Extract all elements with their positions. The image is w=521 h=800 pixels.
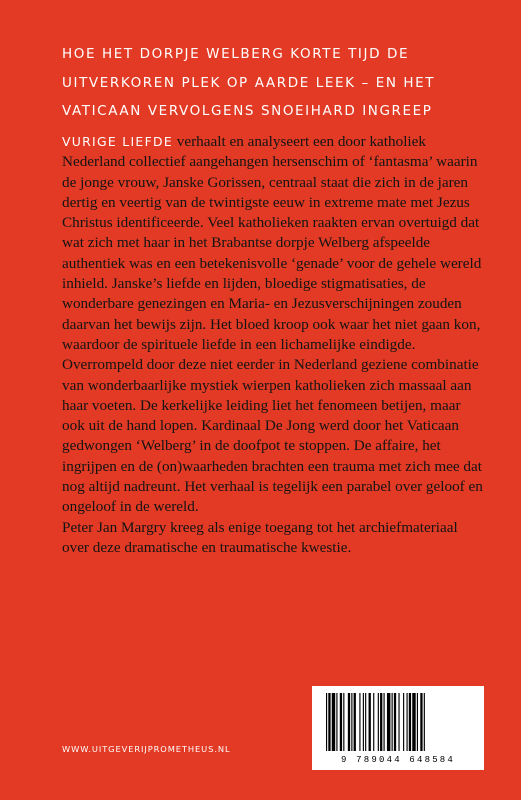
barcode-bar [409,693,411,751]
barcode-bar [354,693,356,751]
barcode-bar [373,693,374,751]
barcode-bar [407,693,408,751]
blurb-paragraph-2: Overrompeld door deze niet eerder in Nederland geziene combinatie van wonderbaarlijke mystiek wierpen katholieken zich massaal aan haar voeten. De kerkelijke leiding liet het fenomeen betijen, maar ook uit de hand lopen. Kardinaal De Jong werd door het Vaticaan gedwongen ‘Welberg’ in de doofpot te stoppen. De affaire, het ingrijpen en de (on)waarheden brachten een trauma met zich mee dat nog altijd nadreunt. Het verhaal is tegelijk een parabel over geloof en ongeloof in de wereld. [62,356,483,516]
blurb [62,132,487,558]
barcode-bar [363,693,364,751]
blurb-paragraph-1 [62,132,487,355]
barcode-bar [365,693,366,751]
isbn-barcode [312,686,484,770]
blurb-paragraph-1-text: verhaalt en analyseert een door katholiek Nederland collectief aangehangen hersenschim of ‘fantasma’ waarin de jonge vrouw, Janske Gorissen, centraal staat die zich in de jaren dertig en veertig van de twintigste eeuw in extreme mate met Jezus Christus identificeerde. Veel katholieken raakten ervan overtuigd dat wat zich met haar in het Brabantse dorpje Welberg afspeelde authentiek was en een betekenisvolle ‘genade’ voor de gehele wereld inhield. Janske’s liefde en lijden, bloedige stigmatisaties, de wonderbare genezingen en Maria- en Jezusverschijningen zouden daarvan het bewijs zijn. Het bloed kroop ook waar het niet gaan kon, waardoor de spirituele liefde in een lichamelijke eindigde. [62,133,482,353]
barcode-bar [380,693,382,751]
barcode-bar [343,693,344,751]
barcode-bar [359,693,360,751]
barcode-bar [420,693,422,751]
barcode-bar [384,693,385,751]
barcode-bar [398,693,399,751]
book-title: VURIGE LIEFDE [62,134,173,149]
barcode-bar [387,693,390,751]
barcode-bar [378,693,379,751]
barcode-bar [336,693,337,751]
barcode-bars [325,693,471,751]
barcode-bar [417,693,418,751]
barcode-bar [348,693,350,751]
barcode-bar [412,693,415,751]
tagline [62,40,482,126]
barcode-bar [326,693,327,751]
publisher-website[interactable]: WWW.UITGEVERIJPROMETHEUS.NL [62,744,231,754]
barcode-bar [394,693,396,751]
tagline-line-3: VATICAAN VERVOLGENS SNOEIHARD INGREEP [62,103,433,119]
blurb-paragraph-3: Peter Jan Margry kreeg als enige toegang tot het archiefmateriaal over deze dramatische en traumatische kwestie. [62,518,458,556]
barcode-bar [328,693,330,751]
tagline-line-2: UITVERKOREN PLEK OP AARDE LEEK – EN HET [62,74,436,91]
tagline-line-1: HOE HET DORPJE WELBERG KORTE TIJD DE [62,46,410,62]
isbn-number: 9 789044 648584 [340,755,455,765]
barcode-bar [340,693,342,751]
barcode-bar [351,693,352,751]
barcode-bar [392,693,393,751]
barcode-bar [424,693,425,751]
barcode-bar [403,693,404,751]
barcode-bar [369,693,371,751]
barcode-bar [332,693,335,751]
